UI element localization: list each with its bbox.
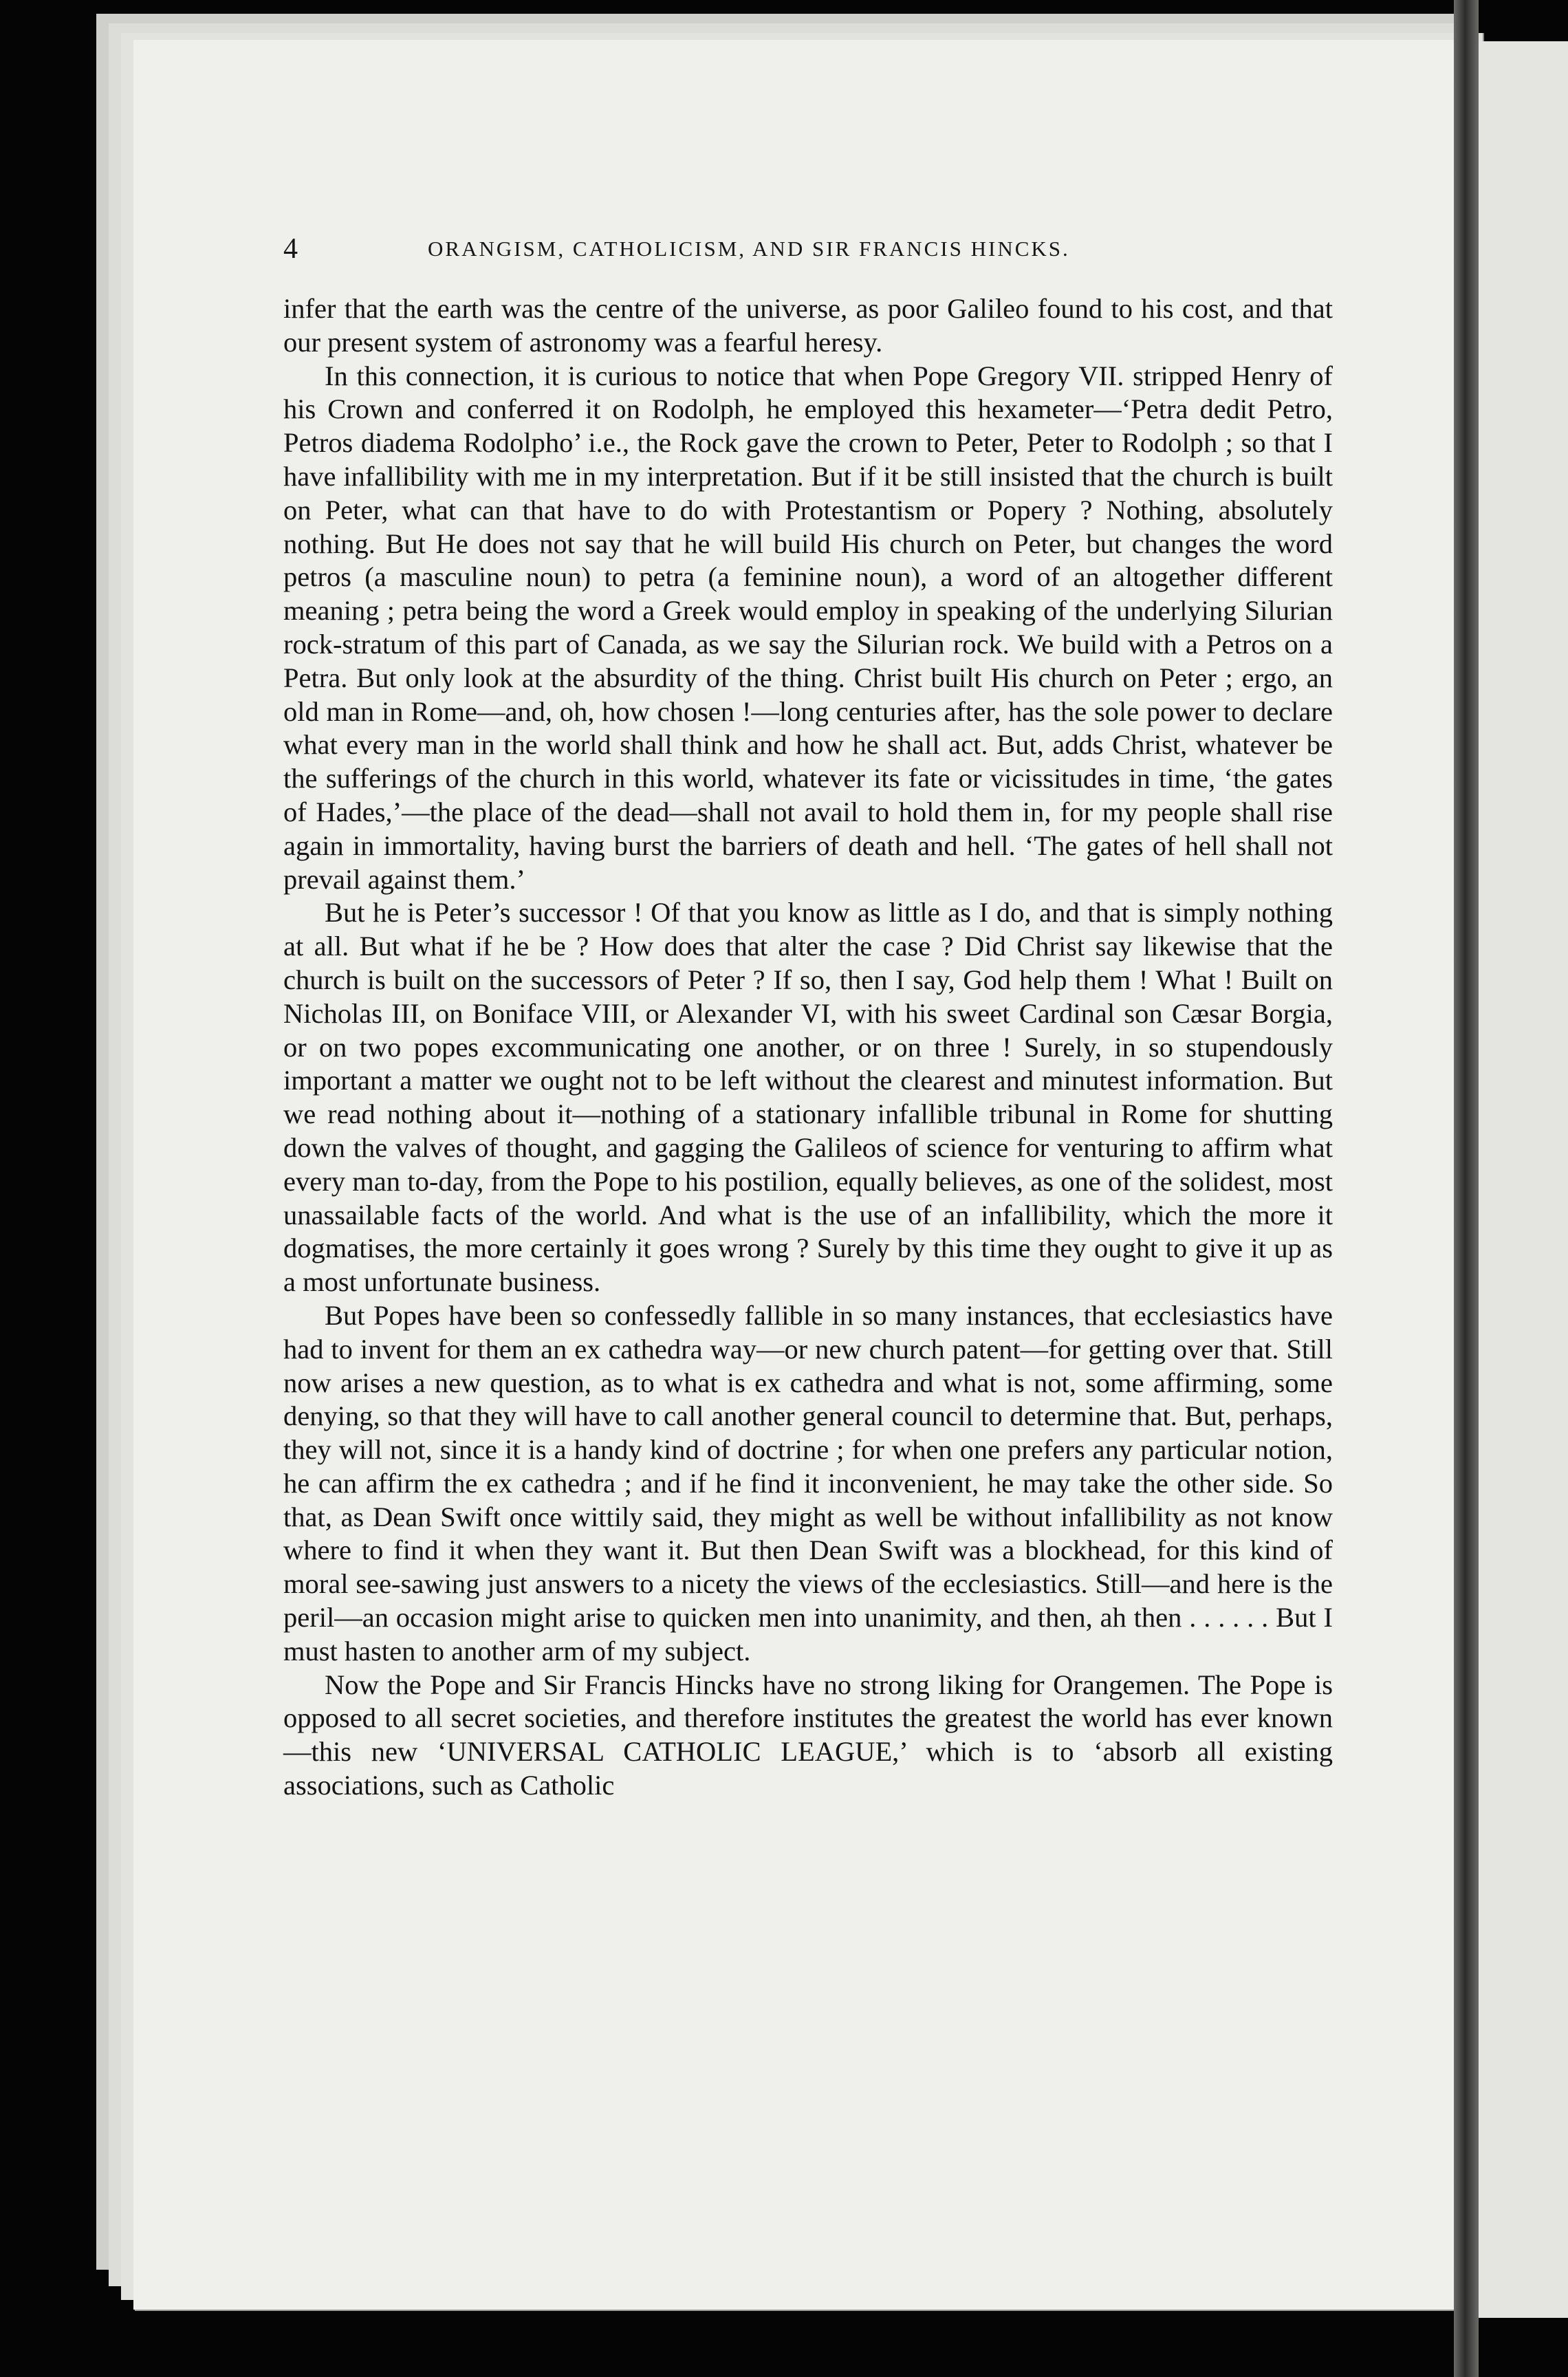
- body-text: [283, 292, 1333, 1803]
- paragraph: But he is Peter’s successor ! Of that you know as little as I do, and that is simply nothing at all. But what if he be ? How does that alter the case ? Did Christ say likewise that the church is built on the successors of Peter ? If so, then I say, God help them ! What ! Built on Nicholas III, on Boniface VIII, or Alexander VI, with his sweet Cardinal son Cæsar Borgia, or on two popes excommunicating one another, or on three ! Surely, in so stupendously important a matter we ought not to be left without the clearest and minutest information. But we read nothing about it—nothing of a stationary infallible tribunal in Rome for shutting down the valves of thought, and gagging the Galileos of science for venturing to affirm what every man to-day, from the Pope to his postilion, equally believes, as one of the solidest, most unassailable facts of the world. And what is the use of an infallibility, which the more it dogmatises, the more certainly it goes wrong ? Surely by this time they ought to give it up as a most unfortunate business.: [283, 897, 1333, 1298]
- book-gutter: [1454, 0, 1479, 2377]
- paragraph: infer that the earth was the centre of the universe, as poor Galileo found to his cost, and that our present system of astronomy was a fearful heresy.: [283, 293, 1333, 358]
- running-head: ORANGISM, CATHOLICISM, AND SIR FRANCIS HINCKS.: [428, 237, 1070, 261]
- paragraph: In this connection, it is curious to notice that when Pope Gregory VII. stripped Henry of his Crown and conferred it on Rodolph, he employed this hexameter—‘Petra dedit Petro, Petros diadema Rodolpho’ i.e., the Rock gave the crown to Peter, Peter to Rodolph ; so that I have infallibility with me in my interpretation. But if it be still insisted that the church is built on Peter, what can that have to do with Protestantism or Popery ? Nothing, absolutely nothing. But He does not say that he will build His church on Peter, but changes the word petros (a masculine noun) to petra (a feminine noun), a word of an altogether different meaning ; petra being the word a Greek would employ in speaking of the underlying Silurian rock-stratum of this part of Canada, as we say the Silurian rock. We build with a Petros on a Petra. But only look at the absurdity of the thing. Christ built His church on Peter ; ergo, an old man in Rome—and, oh, how chosen !—long centuries after, has the sole power to declare what every man in the world shall think and how he shall act. But, adds Christ, whatever be the sufferings of the church in this world, whatever its fate or vicissitudes in time, ‘the gates of Hades,’—the place of the dead—shall not avail to hold them in, for my people shall rise again in immortality, having burst the barriers of death and hell. ‘The gates of hell shall not prevail against them.’: [283, 360, 1333, 895]
- paragraph: Now the Pope and Sir Francis Hincks have no strong liking for Orangemen. The Pope is opposed to all secret societies, and therefore institutes the greatest the world has ever known—this new ‘UNIVERSAL CATHOLIC LEAGUE,’ which is to ‘absorb all existing associations, such as Catholic: [283, 1669, 1333, 1801]
- page-header: [283, 232, 1336, 274]
- page-number: 4: [283, 233, 298, 265]
- facing-page-edge: [1479, 41, 1568, 2318]
- paragraph: But Popes have been so confessedly fallible in so many instances, that ecclesiastics have had to invent for them an ex cathedra way—or new church patent—for getting over that. Still now arises a new question, as to what is ex cathedra and what is not, some affirming, some denying, so that they will have to call another general council to determine that. But, perhaps, they will not, since it is a handy kind of doctrine ; for when one prefers any particular notion, he can affirm the ex cathedra ; and if he find it inconvenient, he may take the other side. So that, as Dean Swift once wittily said, they might as well be without infallibility as not know where to find it when they want it. But then Dean Swift was a blockhead, for this kind of moral see-sawing just answers to a nicety the views of the ecclesiastics. Still—and here is the peril—an occasion might arise to quicken men into unanimity, and then, ah then . . . . . . But I must hasten to another arm of my subject.: [283, 1299, 1333, 1667]
